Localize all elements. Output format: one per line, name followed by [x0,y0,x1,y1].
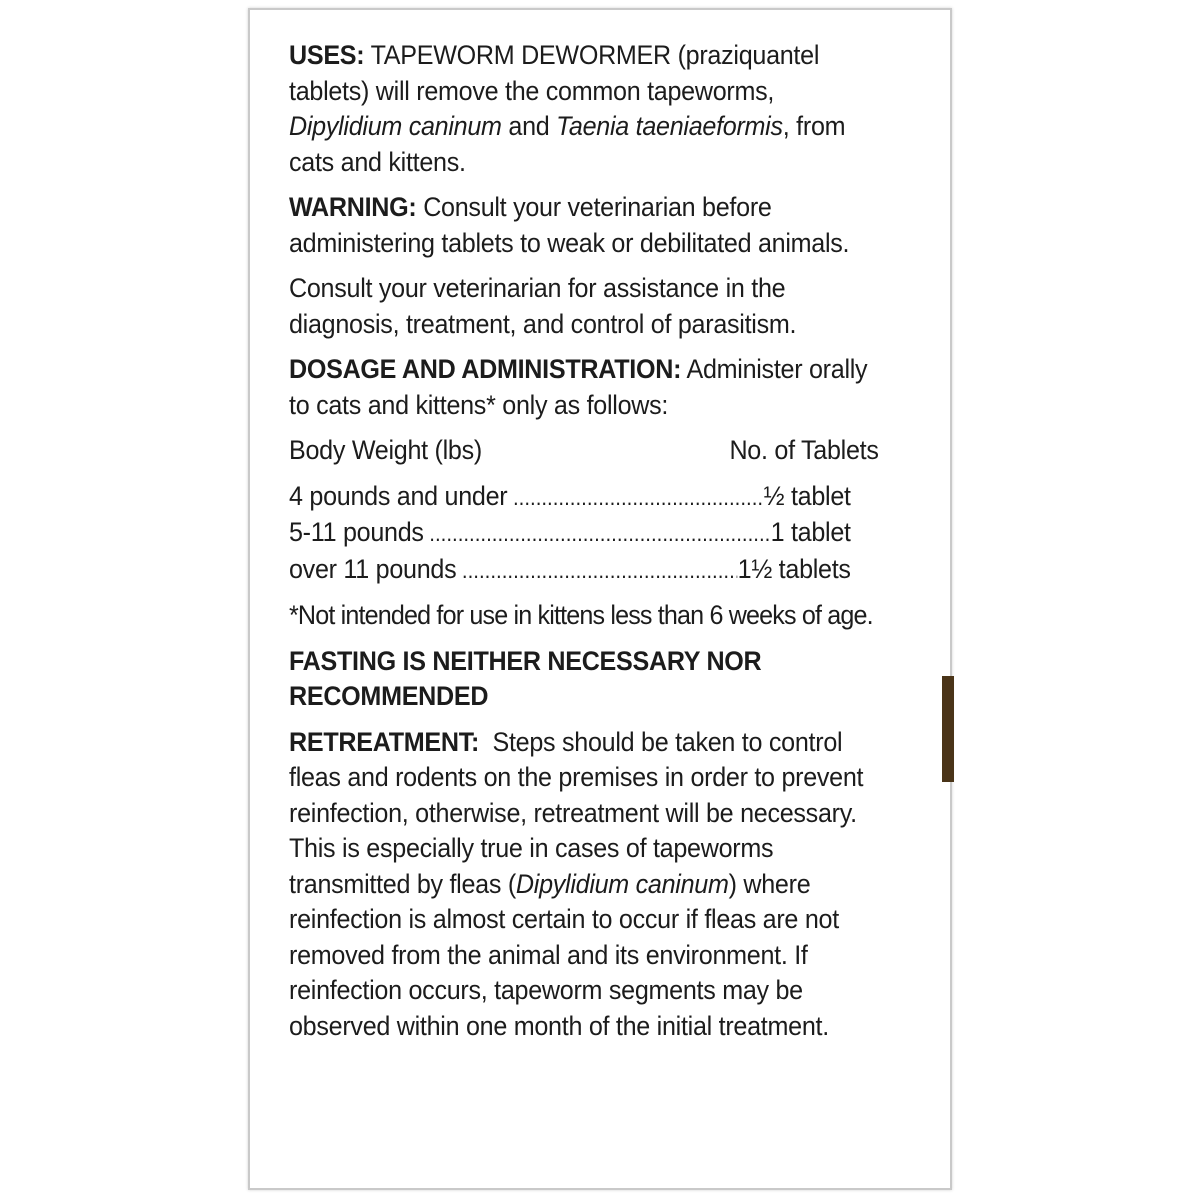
row-tablets: 1½ tablets [737,553,851,584]
uses-species-1: Dipylidium caninum [289,111,502,141]
uses-heading: USES: [289,40,365,70]
dose-table-header [289,433,879,469]
leader-dots [513,479,764,516]
table-row [289,479,851,516]
col-body-weight: Body Weight (lbs) [289,435,482,465]
warning-heading: WARNING: [289,192,417,222]
retreatment-species: Dipylidium caninum [515,868,729,899]
consult-text: Consult your veterinarian for assistance in the diagnosis, treatment, and control of parasitism. [289,273,797,339]
leader-dots [462,552,738,589]
retreatment-heading: RETREATMENT: [289,726,480,757]
table-row [289,515,851,552]
uses-species-2: Taenia taeniaeformis [556,111,783,141]
row-weight: 5-11 pounds [289,517,424,547]
footnote: *Not intended for use in kittens less than 6 weeks of age. [289,600,873,630]
leader-dots [429,515,770,552]
retreatment-section [289,725,884,1045]
dosage-text: Administer orally to cats and kittens* only as follows: [289,354,868,420]
dose-table [289,433,884,588]
uses-text-a: TAPEWORM DEWORMER (praziquantel tablets) will remove the common tapeworms, [289,40,820,106]
row-tablets: ½ tablet [763,480,851,511]
retreatment-text-a: Steps should be taken to control fleas and rodents on the premises in order to prevent reinfection, otherwise, retreatment will be necessary. This is especially true in cases of tapeworms transmitted by fleas ( [289,726,870,899]
row-weight: over 11 pounds [289,553,457,584]
consult-section [289,271,884,342]
dosage-heading: DOSAGE AND ADMINISTRATION: [289,354,682,384]
fasting-notice [289,644,810,715]
warning-text: Consult your veterinarian before administering tablets to weak or debilitated animals. [289,192,850,258]
col-tablets: No. of Tablets [729,435,879,465]
retreatment-text-b: ) where reinfection is almost certain to occur if fleas are not removed from the animal and its environment. If reinfection occurs, tapeworm segments may be observed within one month of the initial treatment. [289,868,839,1041]
row-tablets: 1 tablet [770,517,851,547]
side-tab [942,676,954,782]
fasting-text: FASTING IS NEITHER NECESSARY NOR RECOMMENDED [289,645,762,711]
uses-section [289,38,884,180]
uses-text-b: and [501,111,557,141]
warning-section [289,190,884,261]
table-row [289,552,851,589]
uses-text-c: , from cats and kittens. [289,111,846,177]
label-text [289,38,884,1054]
dosage-section [289,352,884,423]
row-weight: 4 pounds and under [289,480,508,511]
